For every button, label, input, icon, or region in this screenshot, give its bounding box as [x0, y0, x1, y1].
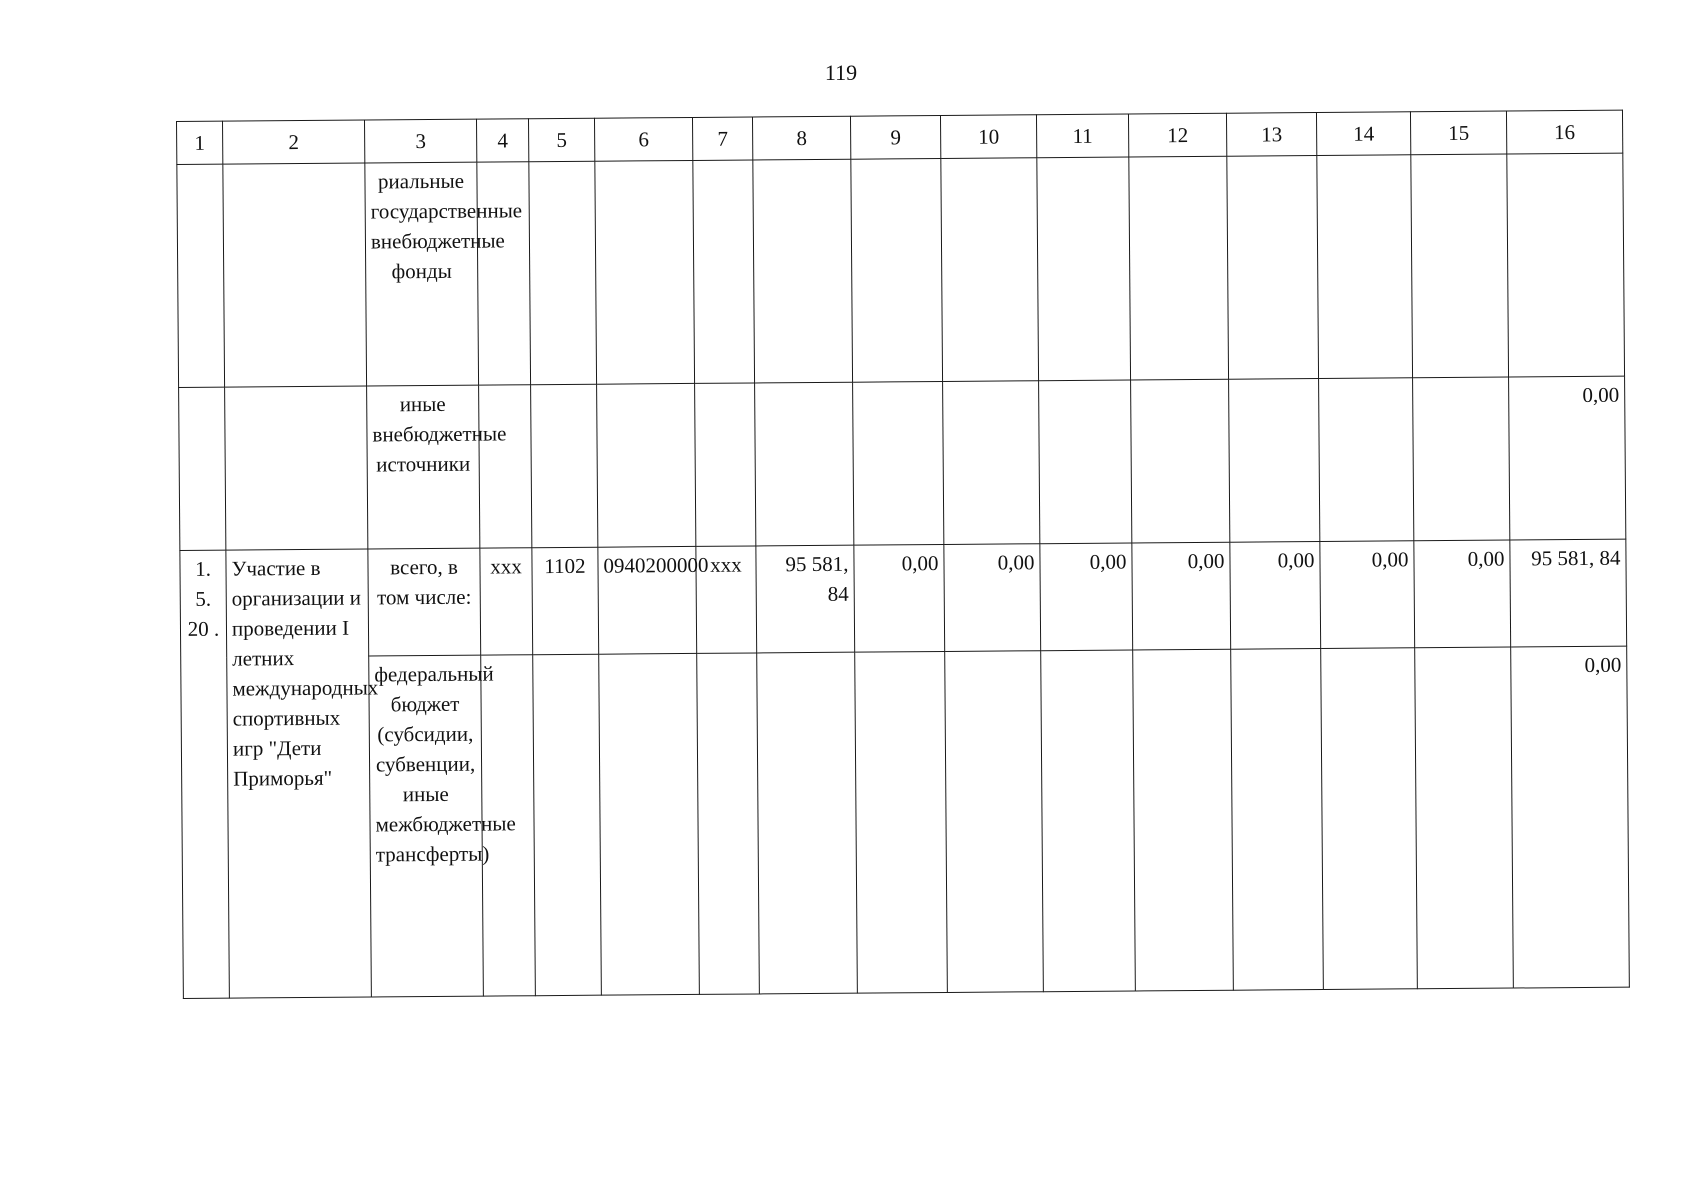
table-row: [179, 376, 1626, 550]
cell: [225, 386, 368, 550]
amount-cell: 0,00: [854, 544, 945, 652]
amount-cell: 0,00: [1040, 543, 1133, 651]
cell: [1319, 378, 1414, 542]
cell: [1321, 648, 1418, 990]
code-cell: ххх: [696, 546, 757, 653]
cell: [1231, 649, 1324, 991]
budget-table: [176, 110, 1630, 999]
amount-cell: 0,00: [944, 544, 1041, 652]
cell: [1041, 650, 1136, 992]
cell: [693, 160, 755, 383]
cell: [1507, 153, 1625, 377]
event-name-cell: Участие в организации и проведении I летних международных спортивных игр "Дети Приморья": [226, 549, 372, 998]
column-header: 6: [594, 117, 692, 161]
column-header: 9: [850, 115, 940, 159]
cell: [1129, 156, 1229, 380]
cell: [1413, 377, 1510, 541]
cell: [529, 161, 597, 385]
cell: [479, 385, 532, 548]
funding-source-cell: иные внебюджетные источники: [367, 385, 480, 549]
cell: [1317, 155, 1413, 379]
funding-source-cell: федеральный бюджет (субсидии, субвенции, иные межбюджетные трансферты): [369, 655, 484, 997]
column-header: 16: [1506, 110, 1622, 154]
cell: [1229, 379, 1320, 543]
funding-source-cell: риальные государственные внебюджетные фонды: [365, 162, 479, 386]
column-header: 13: [1226, 113, 1316, 157]
column-header: 8: [752, 116, 850, 160]
cell: [533, 654, 602, 996]
amount-cell: 0,00: [1509, 376, 1626, 540]
cell: [477, 162, 531, 385]
cell: [695, 383, 756, 546]
cell: [179, 387, 226, 550]
cell: [595, 160, 695, 384]
cell: [851, 158, 943, 382]
code-cell: ххх: [480, 548, 533, 655]
cell: [1411, 154, 1509, 378]
cell: [531, 384, 598, 548]
column-header: 1: [177, 121, 223, 164]
code-cell: 1102: [532, 547, 599, 655]
cell: [941, 158, 1039, 382]
table-row: [180, 539, 1627, 657]
amount-cell: 95 581, 84: [1510, 539, 1627, 647]
cell: [1227, 156, 1319, 380]
page-number: 119: [824, 60, 858, 85]
column-header: 7: [692, 117, 752, 160]
cell: [697, 653, 760, 994]
column-header: 3: [364, 119, 476, 163]
column-header: 12: [1128, 113, 1226, 157]
funding-source-cell: всего, в том числе:: [368, 548, 481, 656]
amount-cell: 0,00: [1320, 541, 1415, 649]
cell: [753, 159, 853, 383]
cell: [1133, 649, 1234, 991]
cell: [1415, 647, 1514, 989]
table-row: [181, 646, 1630, 998]
amount-cell: 0,00: [1414, 540, 1511, 648]
column-header: 10: [940, 115, 1036, 159]
cell: [755, 382, 854, 546]
item-number-cell: 1. 5. 20 .: [180, 550, 230, 998]
cell: [1039, 380, 1132, 544]
column-header: 2: [223, 120, 365, 164]
cell: [599, 653, 700, 995]
cell: [223, 163, 367, 387]
code-cell: 0940200000: [598, 546, 697, 654]
cell: [853, 381, 944, 545]
amount-cell: 95 581, 84: [756, 545, 855, 653]
amount-cell: 0,00: [1511, 646, 1630, 988]
table-row: [177, 153, 1625, 387]
cell: [597, 383, 696, 547]
column-header: 14: [1316, 112, 1410, 156]
cell: [177, 164, 225, 387]
cell: [945, 651, 1044, 993]
column-header: 11: [1036, 114, 1128, 158]
cell: [1131, 379, 1230, 543]
column-header: 15: [1410, 111, 1506, 155]
cell: [757, 652, 858, 994]
column-header: 4: [476, 119, 528, 162]
cell: [943, 381, 1040, 545]
amount-cell: 0,00: [1230, 542, 1321, 650]
amount-cell: 0,00: [1132, 542, 1231, 650]
cell: [855, 651, 948, 993]
column-header: 5: [528, 118, 594, 162]
cell: [1037, 157, 1131, 381]
